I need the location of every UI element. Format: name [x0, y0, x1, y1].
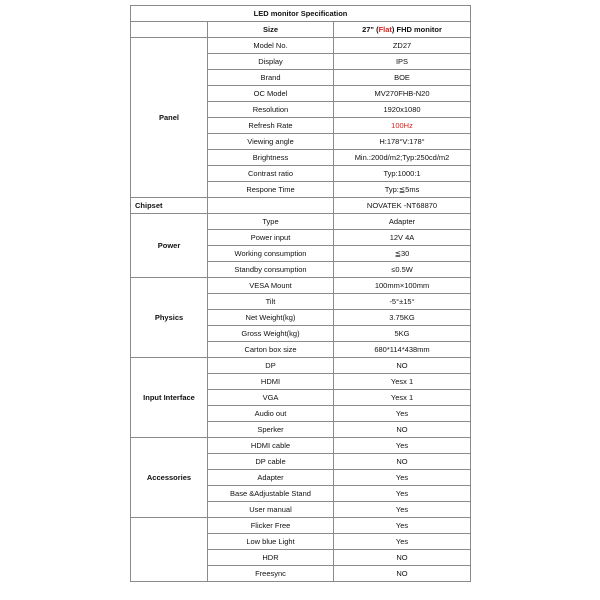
- row-label: Contrast ratio: [208, 166, 334, 182]
- row-value: Typ:≦5ms: [334, 182, 471, 198]
- row-value-highlight: 100Hz: [334, 118, 471, 134]
- row-label: Net Weight(kg): [208, 310, 334, 326]
- section-name-features-empty: [131, 518, 208, 582]
- table-row: [131, 198, 471, 214]
- row-value: 1920x1080: [334, 102, 471, 118]
- row-label: Working consumption: [208, 246, 334, 262]
- row-label: Type: [208, 214, 334, 230]
- row-value: NO: [334, 358, 471, 374]
- section-name-chipset: Chipset: [131, 198, 208, 214]
- row-value: ZD27: [334, 38, 471, 54]
- row-label: DP: [208, 358, 334, 374]
- header-value-prefix: 27" (: [362, 25, 379, 34]
- row-label: Respone Time: [208, 182, 334, 198]
- row-value: Yes: [334, 406, 471, 422]
- row-value: NO: [334, 422, 471, 438]
- table-row: [131, 518, 471, 534]
- section-name-power: Power: [131, 214, 208, 278]
- table-row: [131, 358, 471, 374]
- row-label: Tilt: [208, 294, 334, 310]
- section-name-accessories: Accessories: [131, 438, 208, 518]
- row-value: 680*114*438mm: [334, 342, 471, 358]
- table-row: [131, 214, 471, 230]
- title-row: [131, 6, 471, 22]
- row-value: Yes: [334, 518, 471, 534]
- header-value: [334, 22, 471, 38]
- row-label-empty: [208, 198, 334, 214]
- row-label: Brightness: [208, 150, 334, 166]
- row-value: H:178°V:178°: [334, 134, 471, 150]
- header-empty-cell: [131, 22, 208, 38]
- row-label: Carton box size: [208, 342, 334, 358]
- row-label: VESA Mount: [208, 278, 334, 294]
- row-label: Viewing angle: [208, 134, 334, 150]
- row-value: ≦30: [334, 246, 471, 262]
- row-label: Freesync: [208, 566, 334, 582]
- header-value-suffix: ) FHD monitor: [391, 25, 442, 34]
- row-value: Min.:200d/m2;Typ:250cd/m2: [334, 150, 471, 166]
- row-label: HDMI cable: [208, 438, 334, 454]
- table-row: [131, 278, 471, 294]
- row-label: User manual: [208, 502, 334, 518]
- row-value: Yes: [334, 502, 471, 518]
- row-label: Power input: [208, 230, 334, 246]
- row-value: NO: [334, 454, 471, 470]
- header-label: Size: [208, 22, 334, 38]
- section-name-input-interface: Input Interface: [131, 358, 208, 438]
- row-value: Yes: [334, 534, 471, 550]
- row-label: HDMI: [208, 374, 334, 390]
- header-row: [131, 22, 471, 38]
- row-label: DP cable: [208, 454, 334, 470]
- row-value: -5°±15°: [334, 294, 471, 310]
- header-value-highlight: Flat: [378, 25, 392, 34]
- row-label: Resolution: [208, 102, 334, 118]
- row-value: MV270FHB-N20: [334, 86, 471, 102]
- row-value: NOVATEK -NT68870: [334, 198, 471, 214]
- row-label: Standby consumption: [208, 262, 334, 278]
- row-label: HDR: [208, 550, 334, 566]
- spec-sheet: [130, 5, 470, 595]
- row-value: Yes: [334, 470, 471, 486]
- row-label: Base &Adjustable Stand: [208, 486, 334, 502]
- row-label: Audio out: [208, 406, 334, 422]
- row-value: 12V 4A: [334, 230, 471, 246]
- row-label: Display: [208, 54, 334, 70]
- row-label: Model No.: [208, 38, 334, 54]
- table-row: [131, 38, 471, 54]
- row-value: NO: [334, 550, 471, 566]
- row-value: Yes: [334, 438, 471, 454]
- row-label: Adapter: [208, 470, 334, 486]
- row-value: Yesx 1: [334, 374, 471, 390]
- row-value: 100mm×100mm: [334, 278, 471, 294]
- table-row: [131, 438, 471, 454]
- row-value: NO: [334, 566, 471, 582]
- row-label: Gross Weight(kg): [208, 326, 334, 342]
- row-value: Typ:1000:1: [334, 166, 471, 182]
- row-value: 3.75KG: [334, 310, 471, 326]
- row-label: Flicker Free: [208, 518, 334, 534]
- section-name-physics: Physics: [131, 278, 208, 358]
- row-label: Sperker: [208, 422, 334, 438]
- row-value: Yesx 1: [334, 390, 471, 406]
- section-name-panel: Panel: [131, 38, 208, 198]
- row-label: Refresh Rate: [208, 118, 334, 134]
- row-value: 5KG: [334, 326, 471, 342]
- spec-table: [130, 5, 471, 582]
- row-value: IPS: [334, 54, 471, 70]
- row-label: Brand: [208, 70, 334, 86]
- row-label: Low blue Light: [208, 534, 334, 550]
- row-value: ≤0.5W: [334, 262, 471, 278]
- page-title: LED monitor Specification: [131, 6, 471, 22]
- row-value: Yes: [334, 486, 471, 502]
- row-value: BOE: [334, 70, 471, 86]
- row-label: VGA: [208, 390, 334, 406]
- row-label: OC Model: [208, 86, 334, 102]
- row-value: Adapter: [334, 214, 471, 230]
